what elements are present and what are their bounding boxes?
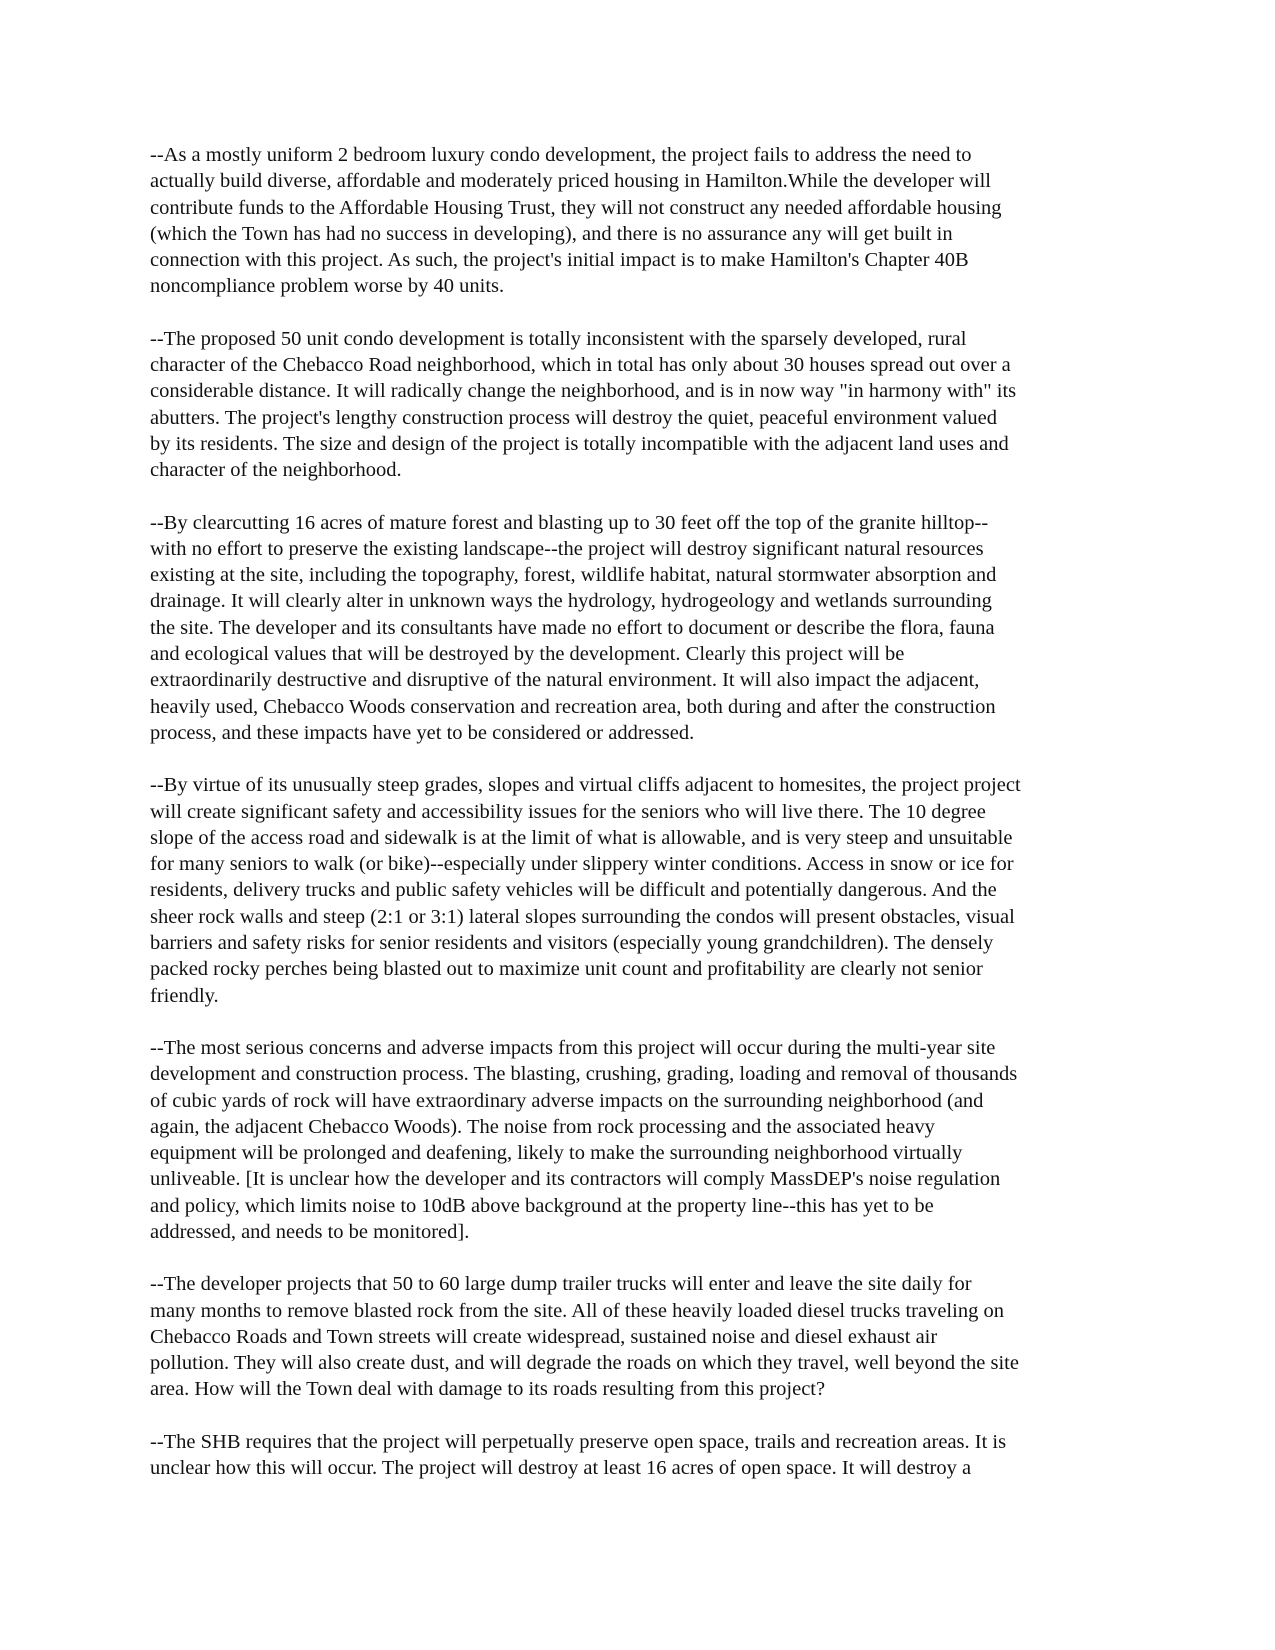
text-line: packed rocky perches being blasted out to maximize unit count and profitability are clearly not senior xyxy=(150,958,983,981)
text-line: sheer rock walls and steep (2:1 or 3:1) lateral slopes surrounding the condos will present obstacles, visual xyxy=(150,905,1015,928)
text-line: contribute funds to the Affordable Housing Trust, they will not construct any needed affordable housing xyxy=(150,196,1002,219)
text-line: again, the adjacent Chebacco Woods). The noise from rock processing and the associated heavy xyxy=(150,1115,935,1138)
text-line: unclear how this will occur. The project will destroy at least 16 acres of open space. It will destroy a xyxy=(150,1457,972,1480)
text-line: and ecological values that will be destroyed by the development. Clearly this project will be xyxy=(150,643,905,666)
text-line: process, and these impacts have yet to be considered or addressed. xyxy=(150,721,695,744)
paragraph-construction-impacts xyxy=(150,1035,1110,1245)
text-line: heavily used, Chebacco Woods conservation and recreation area, both during and after the construction xyxy=(150,695,996,718)
text-line: many months to remove blasted rock from the site. All of these heavily loaded diesel trucks traveling on xyxy=(150,1299,1004,1322)
text-line: connection with this project. As such, the project's initial impact is to make Hamilton's Chapter 40B xyxy=(150,249,969,272)
text-line: the site. The developer and its consultants have made no effort to document or describe the flora, fauna xyxy=(150,616,995,639)
text-line: equipment will be prolonged and deafening, likely to make the surrounding neighborhood virtually xyxy=(150,1142,963,1165)
text-line: and policy, which limits noise to 10dB above background at the property line--this has yet to be xyxy=(150,1194,934,1217)
text-line: --The most serious concerns and adverse impacts from this project will occur during the multi-year site xyxy=(150,1036,996,1059)
text-line: noncompliance problem worse by 40 units. xyxy=(150,275,505,298)
text-line: addressed, and needs to be monitored]. xyxy=(150,1220,470,1243)
text-line: will create significant safety and accessibility issues for the seniors who will live there. The 10 degree xyxy=(150,800,986,823)
text-line: residents, delivery trucks and public safety vehicles will be difficult and potentially dangerous. And the xyxy=(150,879,997,902)
text-line: drainage. It will clearly alter in unknown ways the hydrology, hydrogeology and wetlands surrounding xyxy=(150,590,992,613)
text-line: (which the Town has had no success in developing), and there is no assurance any will get built in xyxy=(150,222,953,245)
paragraph-natural-resources xyxy=(150,510,1110,747)
text-line: --By virtue of its unusually steep grades, slopes and virtual cliffs adjacent to homesites, the project project xyxy=(150,774,1021,797)
text-line: extraordinarily destructive and disruptive of the natural environment. It will also impact the adjacent, xyxy=(150,669,980,692)
text-line: considerable distance. It will radically change the neighborhood, and is in now way "in harmony with" its xyxy=(150,380,1017,403)
text-line: actually build diverse, affordable and moderately priced housing in Hamilton.While the developer will xyxy=(150,170,992,193)
paragraph-neighborhood-character xyxy=(150,326,1110,484)
text-line: --The SHB requires that the project will perpetually preserve open space, trails and recreation areas. It is xyxy=(150,1430,1007,1453)
text-line: --The developer projects that 50 to 60 large dump trailer trucks will enter and leave the site daily for xyxy=(150,1273,972,1296)
paragraph-truck-traffic xyxy=(150,1271,1110,1402)
paragraph-open-space xyxy=(150,1429,1110,1482)
text-line: character of the neighborhood. xyxy=(150,459,402,482)
text-line: by its residents. The size and design of the project is totally incompatible with the adjacent land uses and xyxy=(150,432,1009,455)
text-line: friendly. xyxy=(150,984,219,1007)
text-line: Chebacco Roads and Town streets will create widespread, sustained noise and diesel exhaust air xyxy=(150,1325,938,1348)
text-line: area. How will the Town deal with damage to its roads resulting from this project? xyxy=(150,1378,826,1401)
text-line: barriers and safety risks for senior residents and visitors (especially young grandchildren). The densely xyxy=(150,932,994,955)
text-line: of cubic yards of rock will have extraordinary adverse impacts on the surrounding neighborhood (and xyxy=(150,1089,984,1112)
text-line: slope of the access road and sidewalk is at the limit of what is allowable, and is very steep and unsuitable xyxy=(150,826,1013,849)
text-line: abutters. The project's lengthy construction process will destroy the quiet, peaceful environment valued xyxy=(150,406,997,429)
paragraph-affordable-housing xyxy=(150,142,1110,300)
paragraph-safety-accessibility xyxy=(150,772,1110,1009)
text-line: with no effort to preserve the existing landscape--the project will destroy significant natural resources xyxy=(150,537,984,560)
text-line: --The proposed 50 unit condo development is totally inconsistent with the sparsely developed, rural xyxy=(150,327,967,350)
text-line: development and construction process. The blasting, crushing, grading, loading and removal of thousands xyxy=(150,1063,1018,1086)
text-line: existing at the site, including the topography, forest, wildlife habitat, natural stormwater absorption and xyxy=(150,564,997,587)
text-line: character of the Chebacco Road neighborhood, which in total has only about 30 houses spread out over a xyxy=(150,354,1011,377)
text-line: pollution. They will also create dust, and will degrade the roads on which they travel, well beyond the site xyxy=(150,1352,1019,1375)
text-line: unliveable. [It is unclear how the developer and its contractors will comply MassDEP's noise regulation xyxy=(150,1168,1001,1191)
text-line: for many seniors to walk (or bike)--especially under slippery winter conditions. Access in snow or ice for xyxy=(150,853,1014,876)
document-page xyxy=(150,142,1110,1507)
text-line: --As a mostly uniform 2 bedroom luxury condo development, the project fails to address the need to xyxy=(150,144,972,166)
text-line: --By clearcutting 16 acres of mature forest and blasting up to 30 feet off the top of the granite hilltop-- xyxy=(150,511,989,534)
